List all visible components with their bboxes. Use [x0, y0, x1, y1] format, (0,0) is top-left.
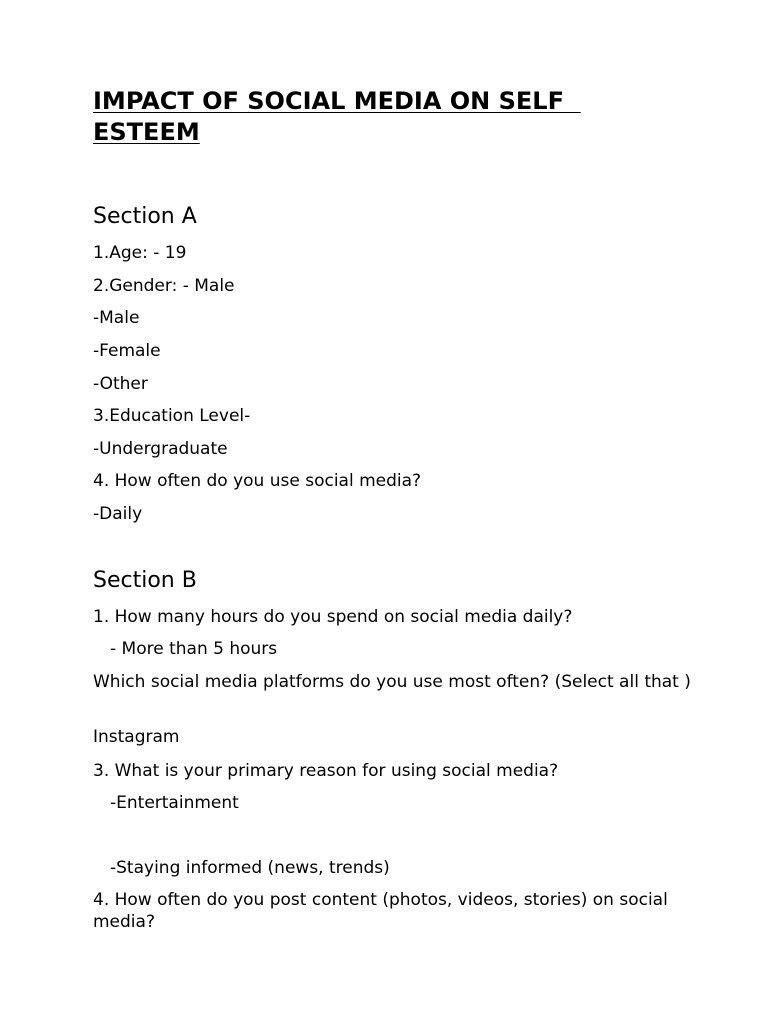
section-a-line: 3.Education Level- — [93, 406, 251, 426]
section-b-heading: Section B — [93, 568, 197, 593]
section-a-line: 4. How often do you use social media? — [93, 471, 422, 491]
section-b-line: 3. What is your primary reason for using social media? — [93, 761, 559, 781]
section-a-line: 1.Age: - 19 — [93, 243, 187, 263]
document-title: IMPACT OF SOCIAL MEDIA ON SELF ESTEEM — [93, 87, 581, 146]
section-b-line: -Staying informed (news, trends) — [110, 858, 390, 878]
section-b-line: 1. How many hours do you spend on social media daily? — [93, 607, 573, 627]
section-b-line: -Entertainment — [110, 793, 239, 813]
section-a-line: 2.Gender: - Male — [93, 276, 235, 296]
section-a-heading: Section A — [93, 204, 197, 229]
section-a-line: -Female — [93, 341, 161, 361]
section-b-line: - More than 5 hours — [110, 639, 278, 659]
section-b-line: Instagram — [93, 727, 180, 747]
section-b-line: Which social media platforms do you use most often? (Select all that ) — [93, 672, 691, 692]
section-a-line: -Male — [93, 308, 140, 328]
section-b-line: 4. How often do you post content (photos, videos, stories) on social media? — [93, 890, 668, 932]
section-a-line: -Other — [93, 374, 148, 394]
section-a-line: -Undergraduate — [93, 439, 228, 459]
section-a-line: -Daily — [93, 504, 143, 524]
